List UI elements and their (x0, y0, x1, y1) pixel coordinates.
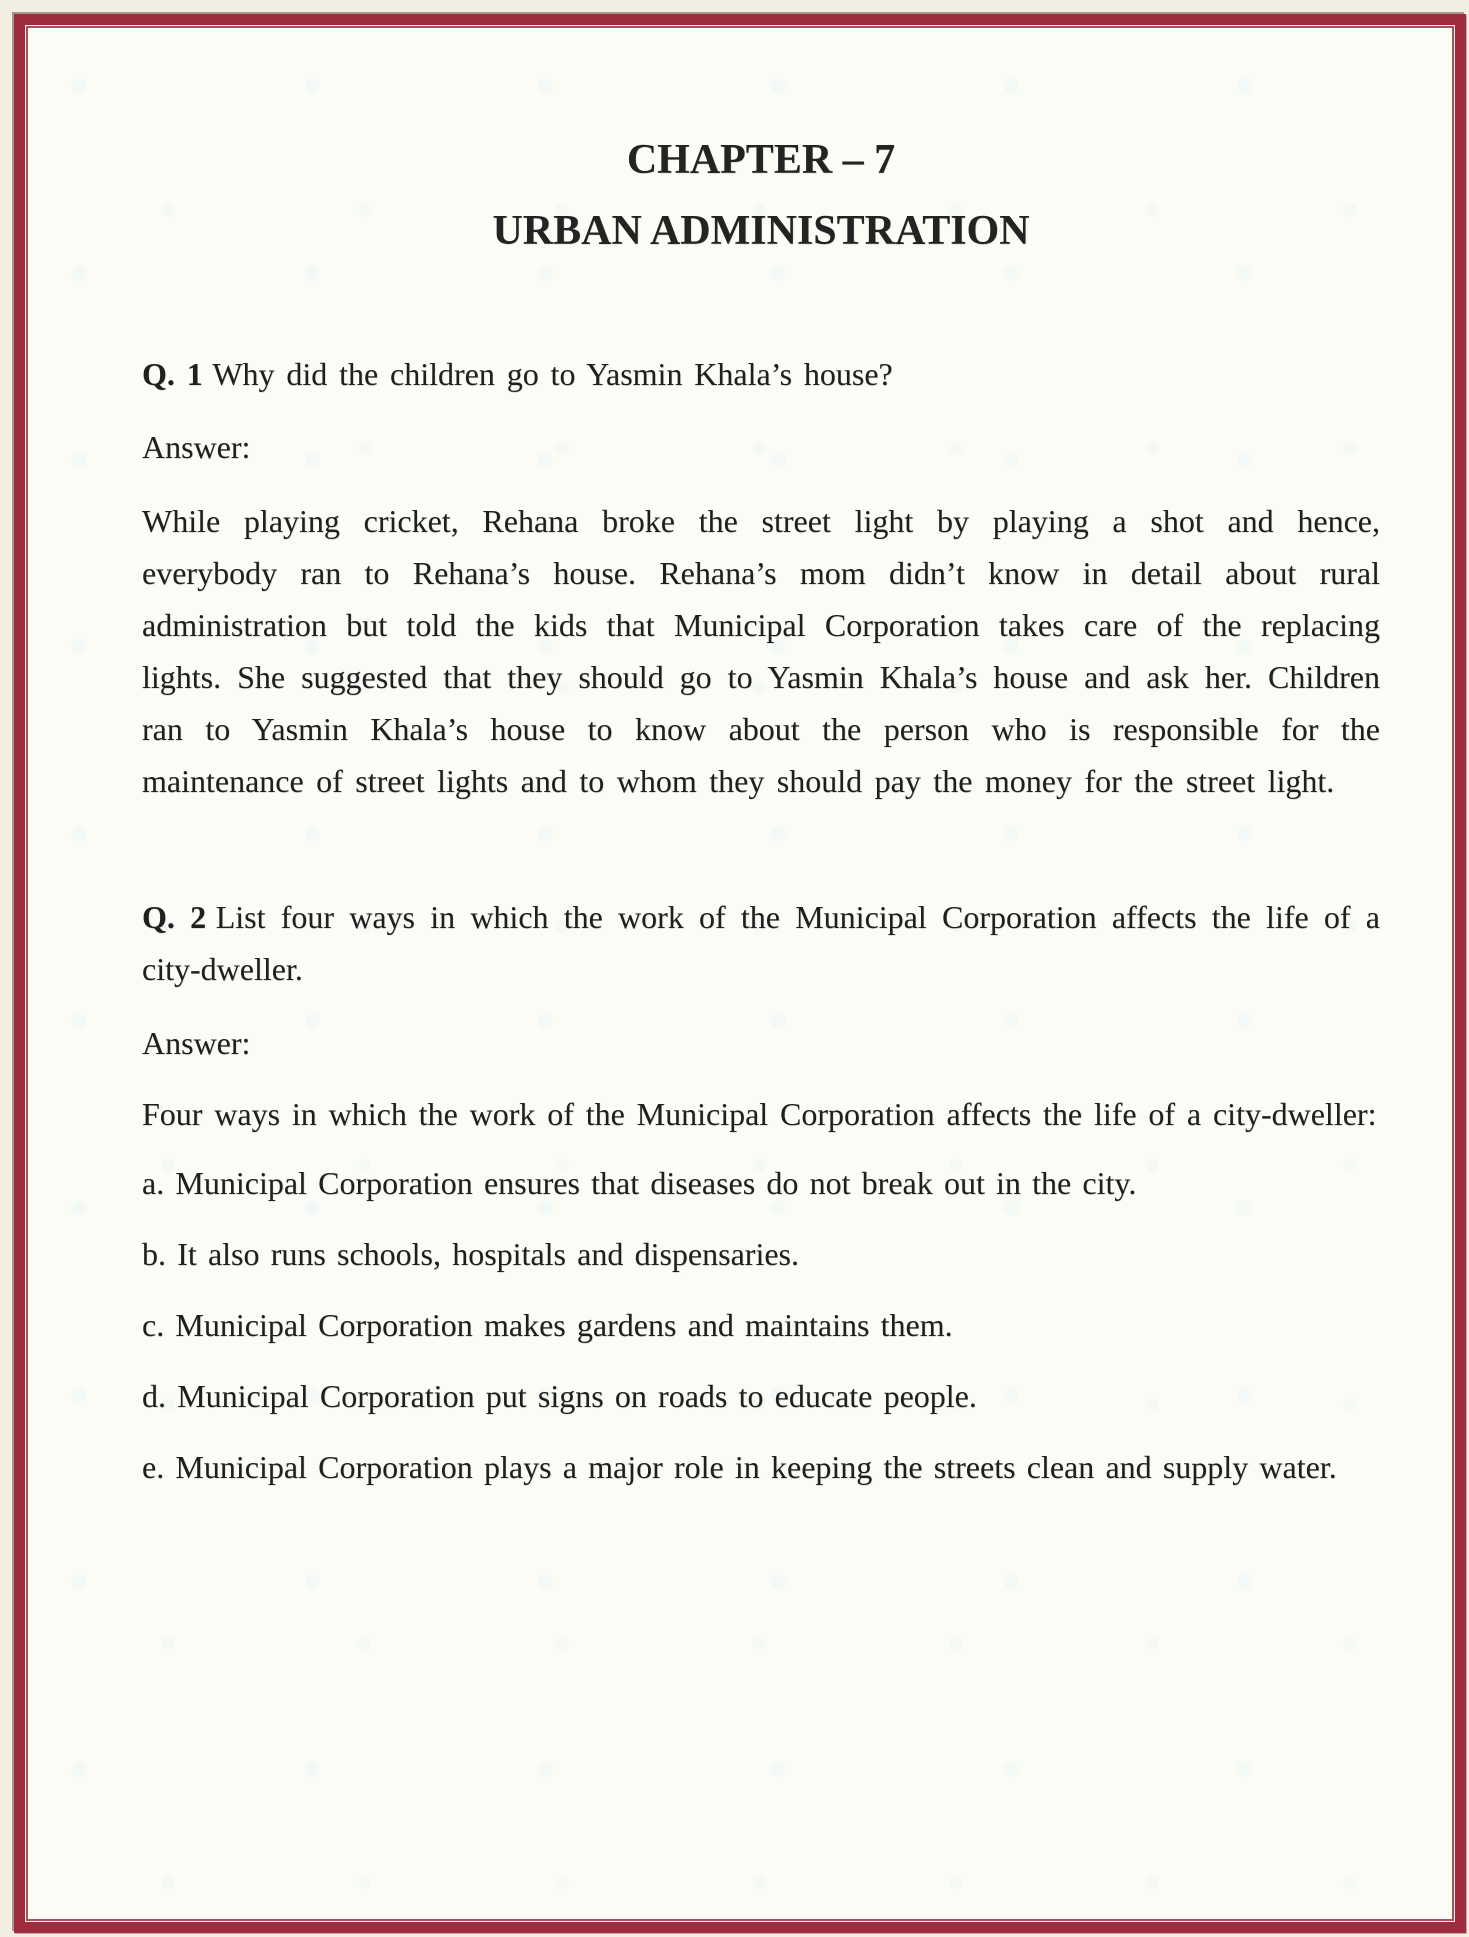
answer-2-item-c: c. Municipal Corporation makes gardens and maintains them. (142, 1307, 953, 1343)
answer-2-item-e: e. Municipal Corporation plays a major role in keeping the streets clean and supply water. (142, 1449, 1337, 1485)
answer-2-intro: Four ways in which the work of the Municipal Corporation affects the life of a city-dweller: (142, 1096, 1377, 1132)
chapter-title: CHAPTER – 7 (626, 137, 896, 183)
page-border-frame (14, 14, 1466, 1933)
qa-section-2 (142, 891, 1380, 1493)
answer-1-paragraph: While playing cricket, Rehana broke the street light by playing a shot and hence, everybody ran to Rehana’s house. Rehana’s mom didn’t know in detail about rural administration but told the kids that Municipal Corporation takes care of the replacing lights. She suggested that they should go to Yasmin Khala’s house and ask her. Children ran to Yasmin Khala’s house to know about the person who is responsible for the maintenance of street lights and to whom they should pay the money for the street light. (142, 503, 1380, 799)
answer-2-item-b: b. It also runs schools, hospitals and dispensaries. (142, 1236, 799, 1272)
chapter-subtitle: URBAN ADMINISTRATION (492, 208, 1030, 254)
page-content (28, 28, 1452, 1919)
answer-2-label: Answer: (142, 1025, 251, 1061)
question-2-label: Q. 2 (142, 899, 207, 935)
question-1 (142, 348, 1380, 400)
answer-2-item-a: a. Municipal Corporation ensures that diseases do not break out in the city. (142, 1165, 1137, 1201)
answer-2-item-d: d. Municipal Corporation put signs on roads to educate people. (142, 1378, 977, 1414)
question-1-text: Why did the children go to Yasmin Khala’s house? (212, 356, 893, 392)
question-2-text: List four ways in which the work of the Municipal Corporation affects the life of a city-dweller. (142, 899, 1380, 987)
question-1-label: Q. 1 (142, 356, 203, 392)
page-border-inner-line (26, 26, 1454, 1921)
question-2 (142, 891, 1380, 995)
answer-1-label: Answer: (142, 429, 251, 465)
qa-section-1 (142, 348, 1380, 807)
